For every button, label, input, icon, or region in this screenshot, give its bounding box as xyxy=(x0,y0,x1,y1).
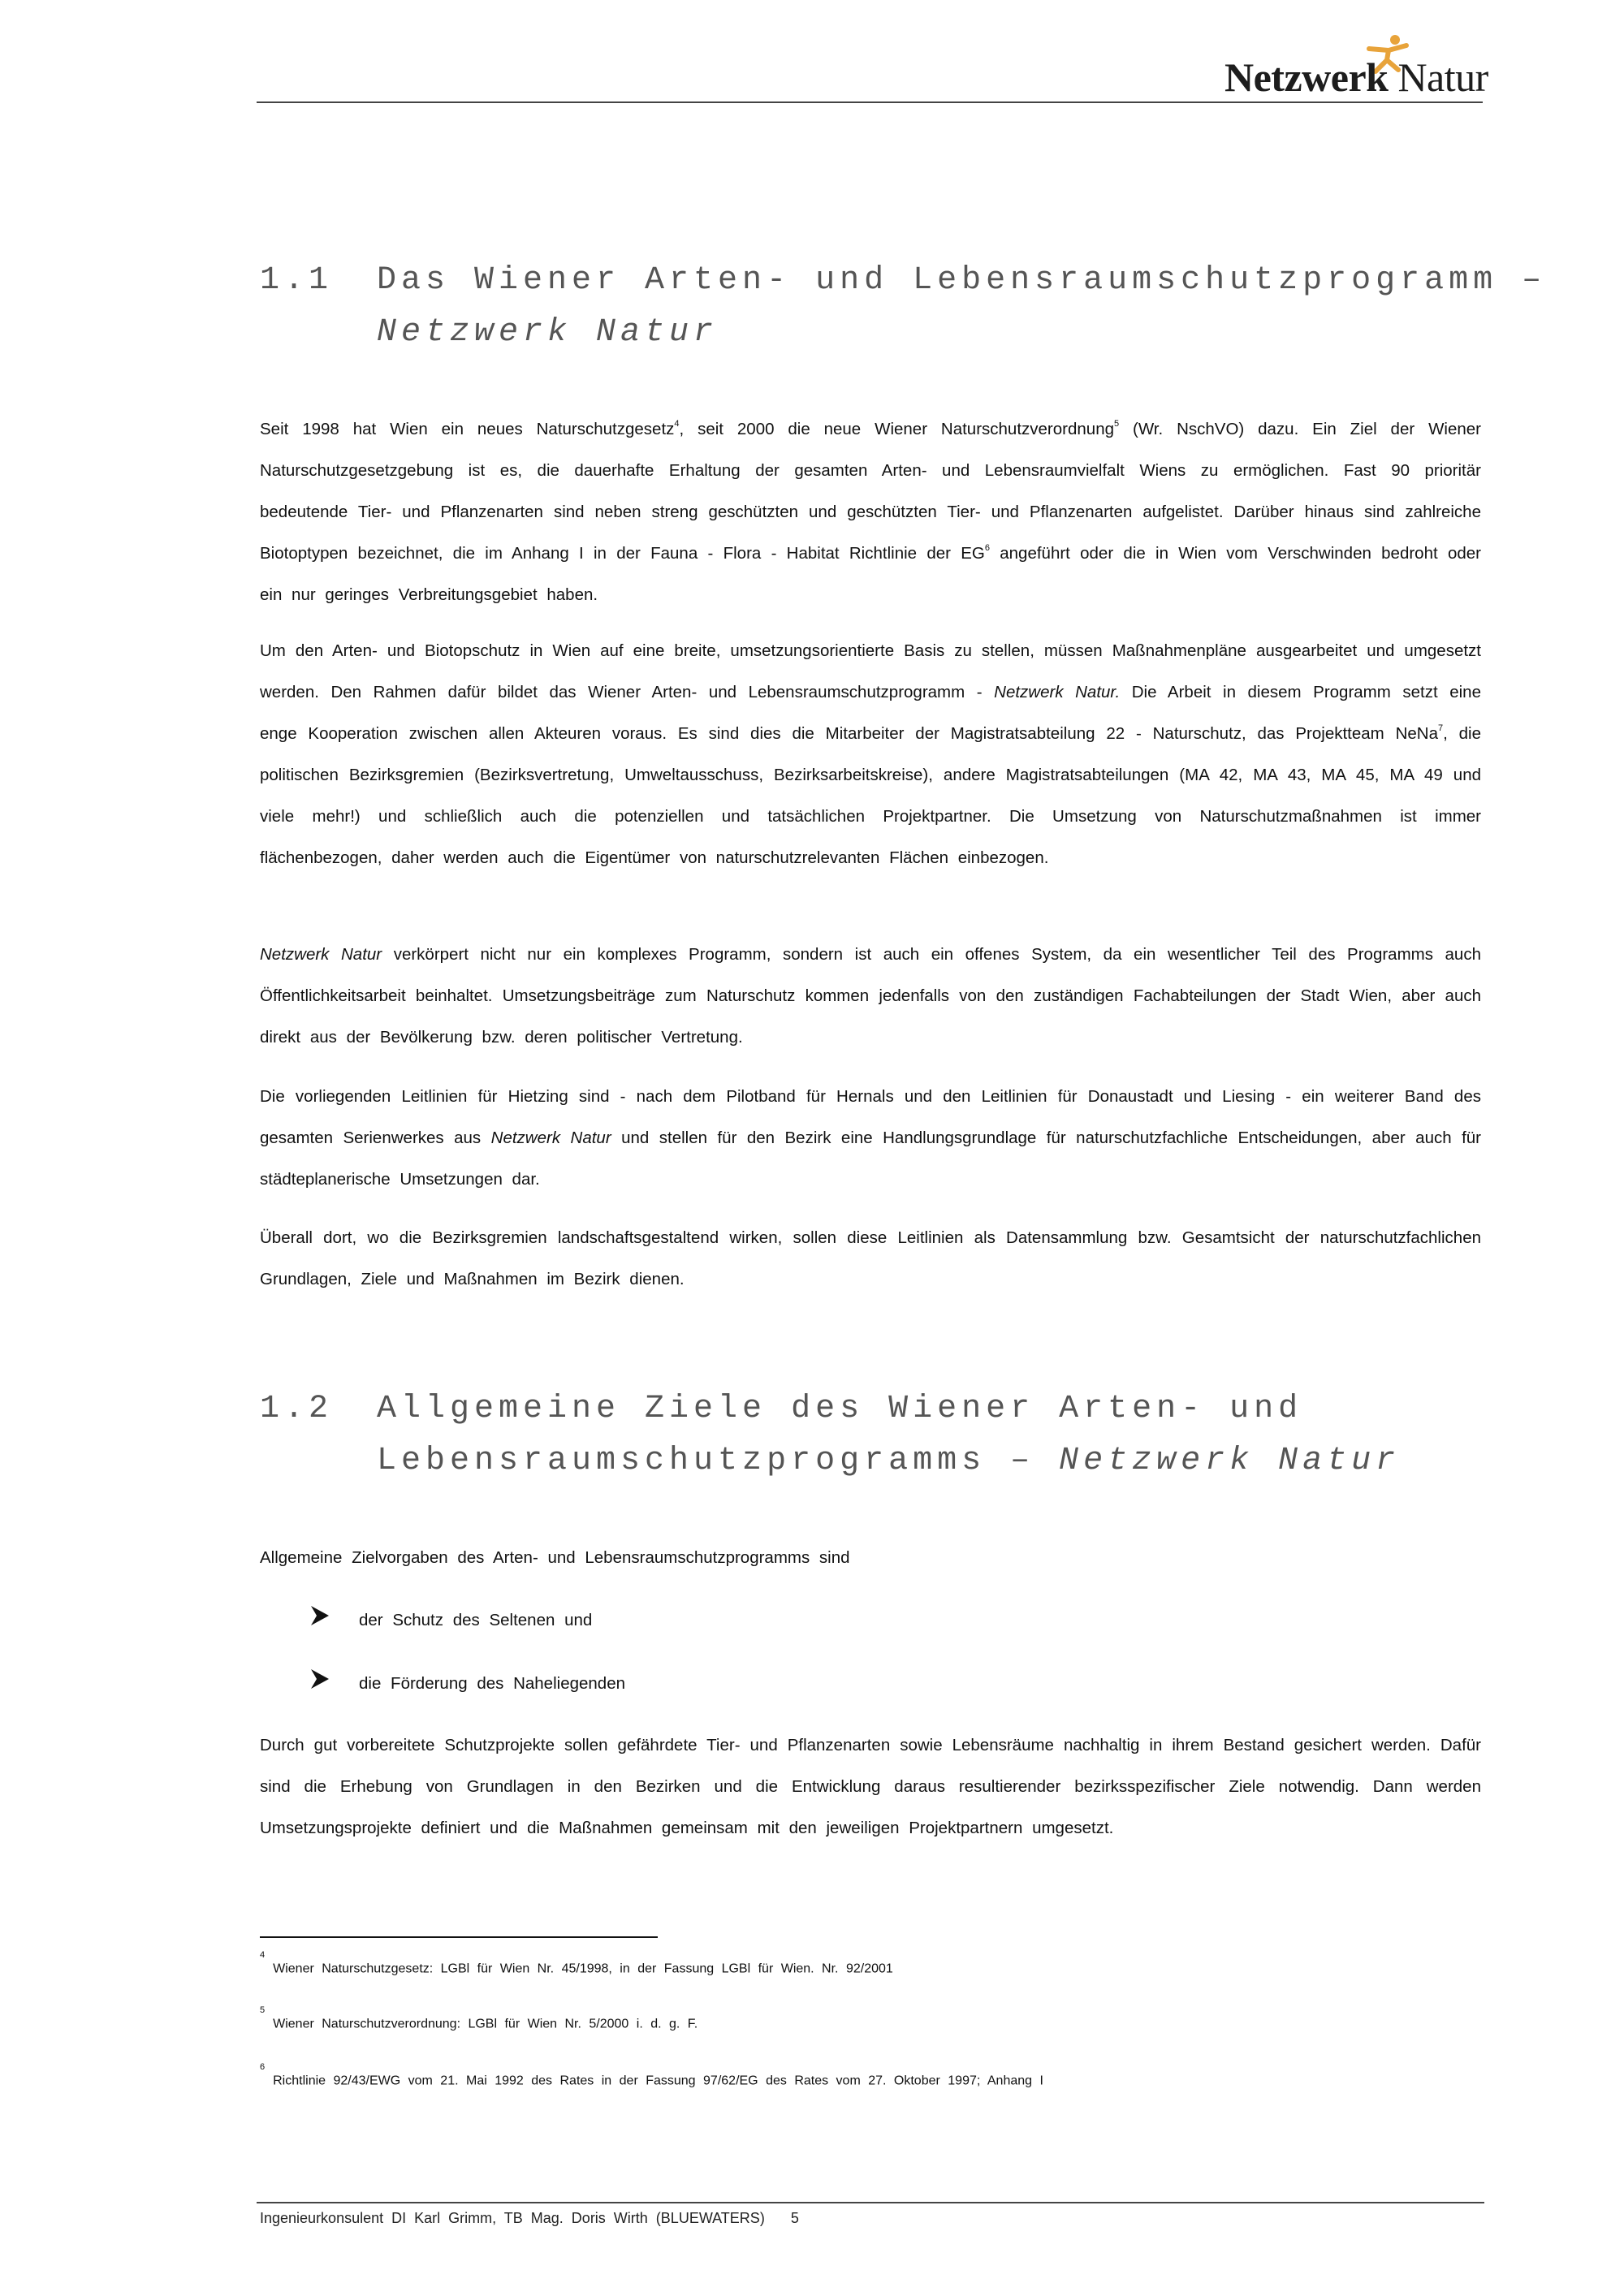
list-item-text: der Schutz des Seltenen und xyxy=(359,1611,593,1629)
section-number: 1.2 xyxy=(260,1391,334,1427)
section-title-line1: Allgemeine Ziele des Wiener Arten- und xyxy=(377,1391,1303,1427)
footnote-ref-5[interactable]: 5 xyxy=(1114,419,1120,429)
footer-author: Ingenieurkonsulent DI Karl Grimm, TB Mag. Doris Wirth (BLUEWATERS) xyxy=(260,2210,765,2226)
footnote-number: 4 xyxy=(260,1950,266,1960)
logo-bold-word: Netzwerk xyxy=(1224,54,1389,100)
footer-rule xyxy=(257,2202,1484,2203)
text-run: (Wr. NschVO) dazu. Ein Ziel der Wiener Naturschutzgesetzgebung ist es, die dauerhafte Erhaltung der gesamten Arten- und Lebensraumvielfalt Wiens zu ermöglichen. Fast 90 prioritär bedeutende Tier- und Pflanzenarten sind neben streng geschützten und geschützten Tier- und Pflanzenarten aufgelistet. Darüber hinaus sind zahlreiche Biotoptypen bezeichnet, die im Anhang I in der Fauna - Flora - Habitat Richtlinie der EG xyxy=(260,420,1482,563)
text-run: Die Arbeit in diesem Programm setzt eine enge Kooperation zwischen allen Akteuren voraus. Es sind dies die Mitarbeiter der Magistratsabteilung 22 - Naturschutz, das Projektteam NeNa xyxy=(260,683,1481,743)
text-run: Lebensraumschutzprogramms – xyxy=(377,1443,1060,1479)
section-title-line2 xyxy=(377,1435,1400,1487)
footnote-ref-4[interactable]: 4 xyxy=(674,419,680,429)
section-title-line2 xyxy=(377,307,718,359)
paragraph-protection-projects xyxy=(260,1724,1481,1849)
footnote-ref-7[interactable]: 7 xyxy=(1438,723,1444,733)
logo-text xyxy=(1224,54,1488,101)
text-run: Überall dort, wo die Bezirksgremien landschaftsgestaltend wirken, sollen diese Leitlinien als Datensammlung bzw. Gesamtsicht der naturschutzfachlichen Grundlagen, Ziele und Maßnahmen im Bezirk dienen. xyxy=(260,1228,1481,1288)
footnote-6 xyxy=(260,2062,1043,2088)
footnote-text: Richtlinie 92/43/EWG vom 21. Mai 1992 des Rates in der Fassung 97/62/EG des Rates vom 27. Oktober 1997; Anhang I xyxy=(273,2074,1043,2088)
text-run: , seit 2000 die neue Wiener Naturschutzverordnung xyxy=(679,420,1114,438)
footnote-4 xyxy=(260,1950,893,1976)
text-run: Die vorliegenden Leitlinien für Hietzing sind - nach dem Pilotband für Hernals und den Leitlinien für Donaustadt und Liesing - ein weiterer Band des gesamten Serienwerkes aus xyxy=(260,1087,1481,1147)
text-run: Um den Arten- und Biotopschutz in Wien auf eine breite, umsetzungsorientierte Basis zu stellen, müssen Maßnahmenpläne ausgearbeitet und umgesetzt werden. Den Rahmen dafür bildet das Wiener Arten- und Lebensraumschutzprogramm - xyxy=(260,641,1481,701)
program-name: Netzwerk Natur xyxy=(1059,1443,1401,1479)
footnote-text: Wiener Naturschutzgesetz: LGBl für Wien Nr. 45/1998, in der Fassung LGBl für Wien. Nr. 92/2001 xyxy=(273,1962,893,1976)
program-name: Netzwerk Natur. xyxy=(994,683,1121,701)
paragraph-goals-intro xyxy=(260,1537,1481,1578)
footnote-number: 5 xyxy=(260,2005,266,2015)
section-number: 1.1 xyxy=(260,262,334,299)
program-name: Netzwerk Natur xyxy=(490,1129,611,1147)
header-rule xyxy=(257,101,1483,103)
text-run: verkörpert nicht nur ein komplexes Programm, sondern ist auch ein offenes System, da ein wesentlicher Teil des Programms auch Öffentlichkeitsarbeit beinhaltet. Umsetzungsbeiträge zum Naturschutz kommen jedenfalls von den zuständigen Fachabteilungen der Stadt Wien, aber auch direkt aus der Bevölkerung bzw. deren politischer Vertretung. xyxy=(260,945,1481,1047)
text-run: angeführt oder die in Wien vom Verschwinden bedroht oder ein nur geringes Verbreitungsgebiet haben. xyxy=(260,544,1481,604)
page-footer xyxy=(260,2210,799,2227)
footnote-rule xyxy=(260,1936,658,1938)
paragraph-implementation xyxy=(260,630,1481,878)
paragraph-intro xyxy=(260,408,1481,615)
section-heading-1-2 xyxy=(260,1383,1486,1489)
arrow-bullet-icon xyxy=(310,1668,330,1690)
logo-regular-word: Natur xyxy=(1397,54,1488,100)
footnote-ref-6[interactable]: 6 xyxy=(984,543,990,553)
section-title-line1: Das Wiener Arten- und Lebensraumschutzprogramm – xyxy=(377,262,1547,299)
text-run: und stellen für den Bezirk eine Handlungsgrundlage für naturschutzfachliche Entscheidungen, aber auch für städteplanerische Umsetzungen dar. xyxy=(260,1129,1481,1189)
footnote-number: 6 xyxy=(260,2062,266,2072)
section-heading-1-1 xyxy=(260,255,1547,360)
text-run: Durch gut vorbereitete Schutzprojekte sollen gefährdete Tier- und Pflanzenarten sowie Lebensräume nachhaltig in ihrem Bestand gesichert werden. Dafür sind die Erhebung von Grundlagen in den Bezirken und die Entwicklung daraus resultierender bezirksspezifischer Ziele notwendig. Dann werden Umsetzungsprojekte definiert und die Maßnahmen gemeinsam mit den jeweiligen Projektpartnern umgesetzt. xyxy=(260,1736,1481,1837)
footnote-5 xyxy=(260,2005,698,2031)
text-run: Allgemeine Zielvorgaben des Arten- und Lebensraumschutzprogramms sind xyxy=(260,1548,850,1567)
text-run: Seit 1998 hat Wien ein neues Naturschutzgesetz xyxy=(260,420,675,438)
program-name: Netzwerk Natur xyxy=(260,945,382,964)
program-name: Netzwerk Natur xyxy=(377,314,719,351)
list-item-text: die Förderung des Naheliegenden xyxy=(359,1674,626,1693)
arrow-bullet-icon xyxy=(310,1604,330,1627)
paragraph-guidelines xyxy=(260,1076,1481,1200)
footnote-text: Wiener Naturschutzverordnung: LGBl für Wien Nr. 5/2000 i. d. g. F. xyxy=(273,2017,698,2031)
paragraph-open-system xyxy=(260,934,1481,1058)
text-run: , die politischen Bezirksgremien (Bezirksvertretung, Umweltausschuss, Bezirksarbeitskreise), andere Magistratsabteilungen (MA 42, MA 43, MA 45, MA 49 und viele mehr!) und schließlich auch die potenziellen und tatsächlichen Projektpartner. Die Umsetzung von Naturschutzmaßnahmen ist immer flächenbezogen, daher werden auch die Eigentümer von naturschutzrelevanten Flächen einbezogen. xyxy=(260,724,1481,867)
page-number: 5 xyxy=(790,2210,799,2226)
netzwerk-natur-logo xyxy=(1224,32,1492,106)
paragraph-district xyxy=(260,1217,1481,1300)
